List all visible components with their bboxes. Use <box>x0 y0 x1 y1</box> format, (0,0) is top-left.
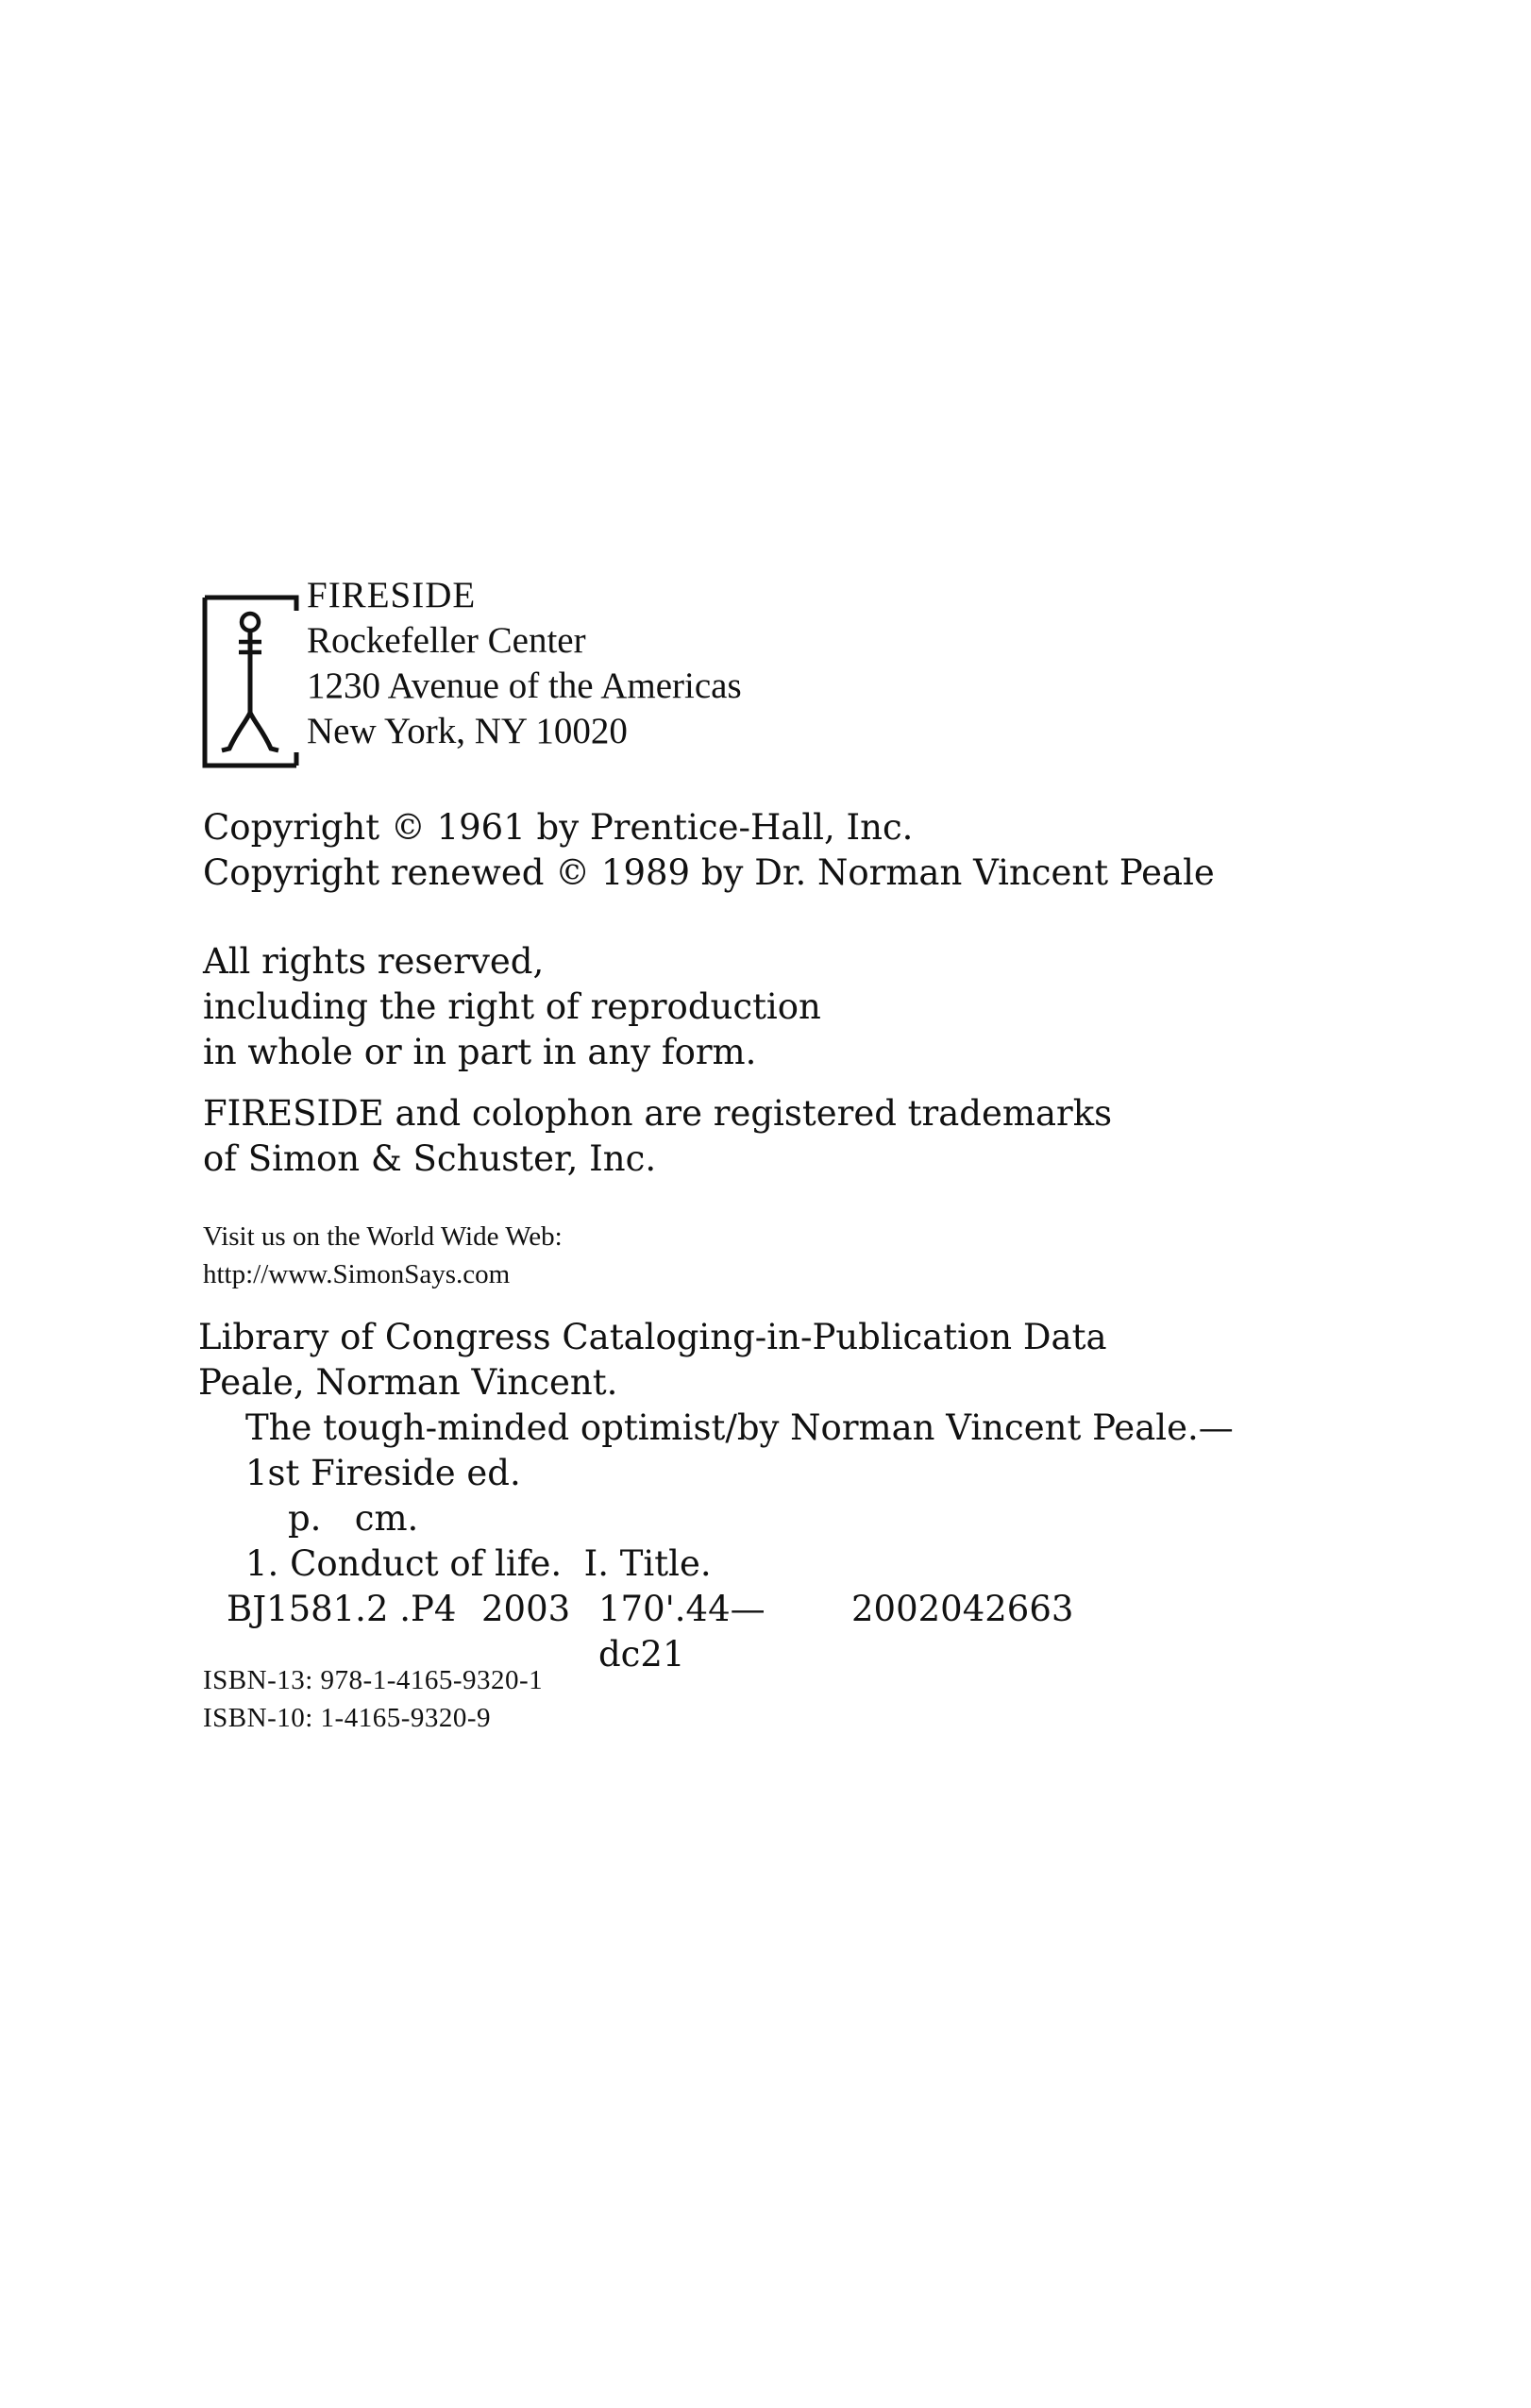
trademark-statement <box>203 1091 1112 1182</box>
publisher-name: FIRESIDE <box>307 575 477 615</box>
cip-pagination: p. cm. <box>288 1498 419 1539</box>
cip-edition: 1st Fireside ed. <box>245 1453 521 1493</box>
website-notice <box>203 1218 563 1293</box>
trademark-line: of Simon & Schuster, Inc. <box>203 1138 657 1179</box>
lccn: 2002042663 <box>851 1589 1074 1629</box>
rights-line: All rights reserved, <box>203 941 545 982</box>
cip-subjects: 1. Conduct of life. I. Title. <box>245 1543 712 1584</box>
isbn-13: ISBN-13: 978-1-4165-9320-1 <box>203 1665 544 1695</box>
publisher-address <box>307 573 742 754</box>
isbn-block <box>203 1661 543 1737</box>
rights-line: in whole or in part in any form. <box>203 1032 757 1072</box>
cip-data <box>198 1315 1234 1677</box>
copyright-notice <box>203 805 1215 896</box>
cip-heading: Library of Congress Cataloging-in-Publication Data <box>198 1317 1107 1357</box>
address-line: New York, NY 10020 <box>307 711 628 751</box>
isbn-10: ISBN-10: 1-4165-9320-9 <box>203 1703 492 1733</box>
fireside-colophon-icon <box>201 590 300 769</box>
lc-call-number: BJ1581.2 .P4 <box>227 1589 457 1629</box>
cip-author: Peale, Norman Vincent. <box>198 1362 618 1403</box>
cip-title: The tough-minded optimist/by Norman Vincent Peale.— <box>245 1407 1234 1448</box>
publication-year: 2003 <box>481 1589 571 1629</box>
trademark-line: FIRESIDE and colophon are registered trademarks <box>203 1093 1113 1134</box>
dewey-number: 170'.44—dc21 <box>598 1589 766 1675</box>
address-line: 1230 Avenue of the Americas <box>307 665 742 706</box>
copyright-line: Copyright © 1961 by Prentice-Hall, Inc. <box>203 807 914 848</box>
rights-line: including the right of reproduction <box>203 986 821 1027</box>
website-label: Visit us on the World Wide Web: <box>203 1221 563 1252</box>
rights-statement <box>203 939 821 1075</box>
address-line: Rockefeller Center <box>307 620 586 661</box>
website-url: http://www.SimonSays.com <box>203 1259 511 1289</box>
copyright-line: Copyright renewed © 1989 by Dr. Norman Vincent Peale <box>203 852 1215 893</box>
